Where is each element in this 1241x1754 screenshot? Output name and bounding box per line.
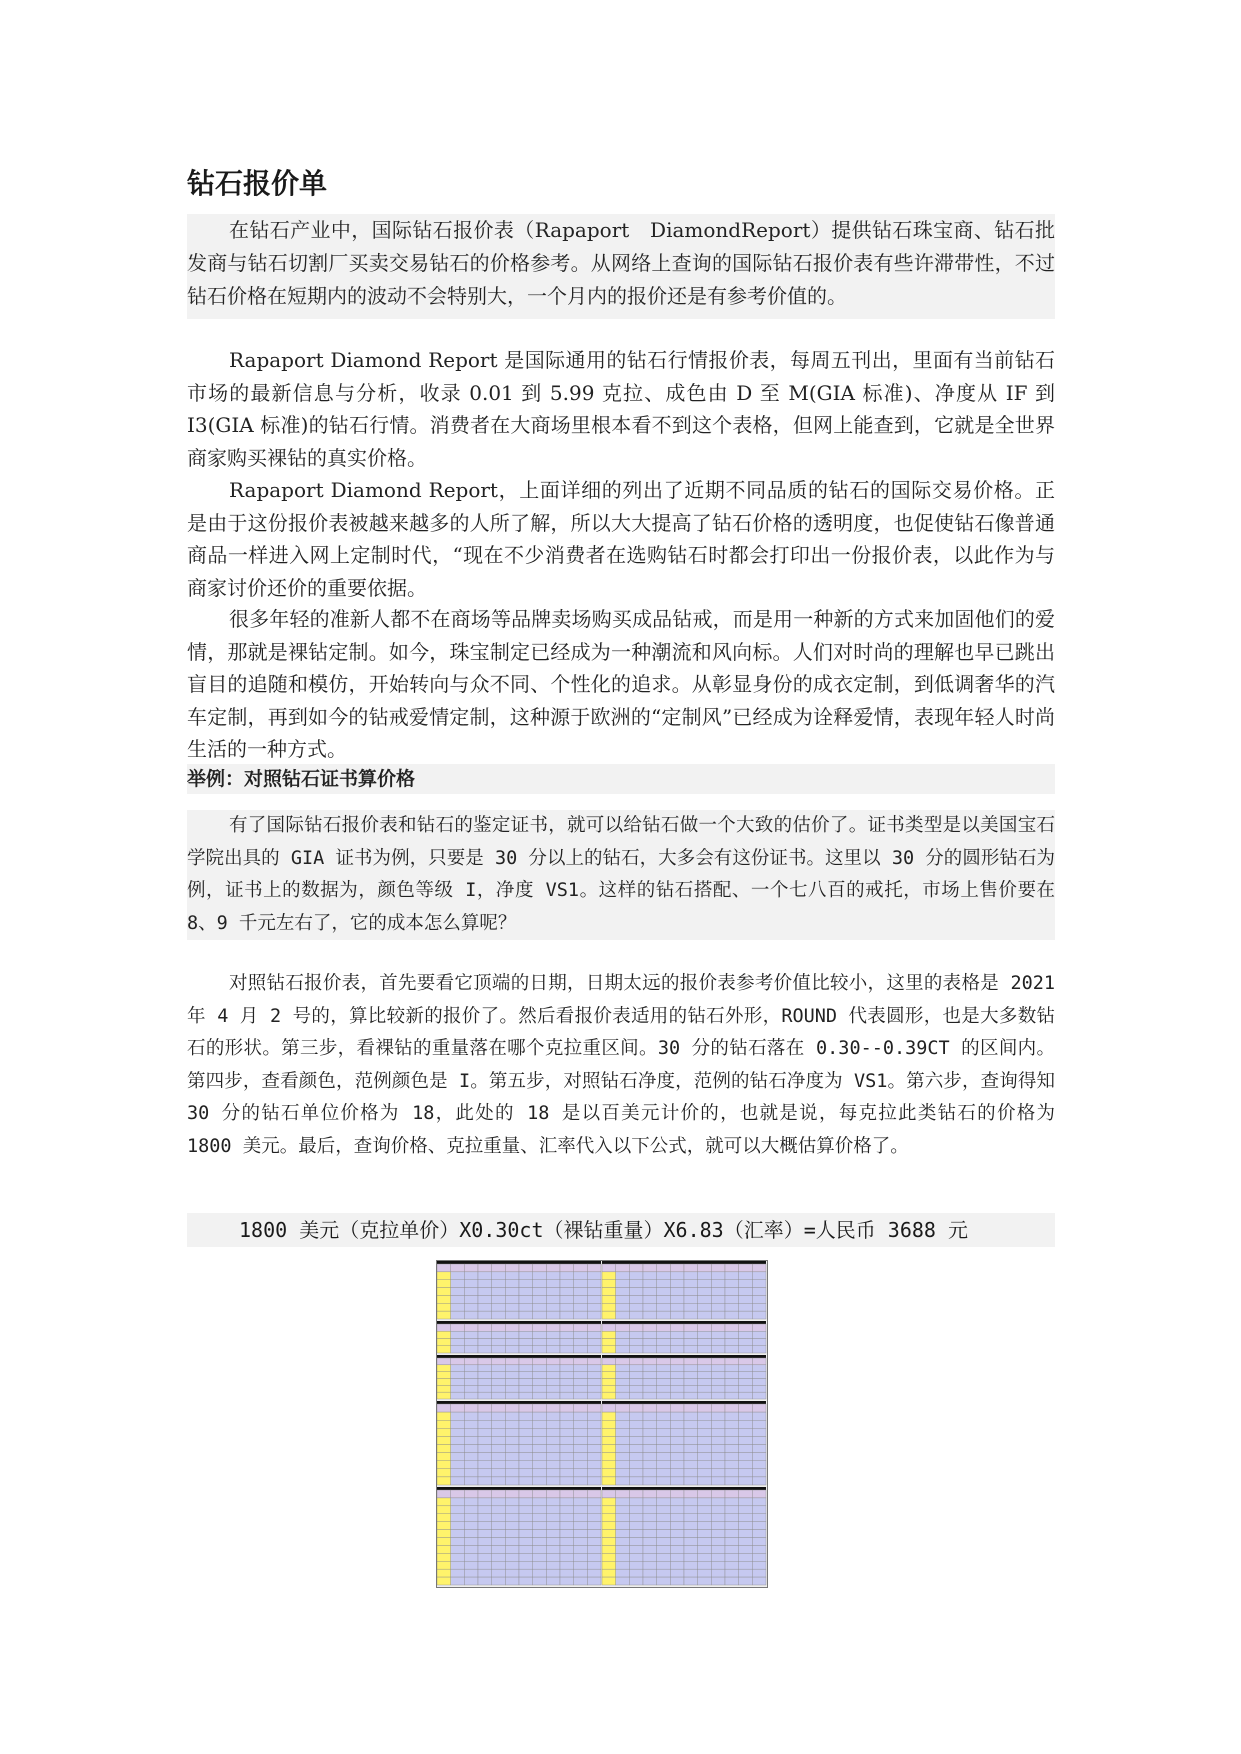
rapaport-description-paragraph: Rapaport Diamond Report 是国际通用的钻石行情报价表，每周五刊出，里面有当前钻石市场的最新信息与分析，收录 0.01 到 5.99 克拉、成色由 D 至 M(GIA 标准)、净度从 IF 到 I3(GIA 标准)的钻石行情。消费者在大商场里根本看不到这个表格，但网上能查到，它就是全世界商家购买裸钻的真实价格。 (187, 348, 1055, 470)
page-title: 钻石报价单 (187, 167, 328, 200)
example-heading: 举例：对照钻石证书算价格 (187, 764, 1055, 794)
rapaport-transparency-paragraph: Rapaport Diamond Report，上面详细的列出了近期不同品质的钻石的国际交易价格。正是由于这份报价表被越来越多的人所了解，所以大大提高了钻石价格的透明度，也促使钻石像普通商品一样进入网上定制时代，“现在不少消费者在选购钻石时都会打印出一份报价表，以此作为与商家讨价还价的重要依据。 (187, 478, 1055, 600)
example-steps-paragraph: 对照钻石报价表，首先要看它顶端的日期，日期太远的报价表参考价值比较小，这里的表格是 2021 年 4 月 2 号的，算比较新的报价了。然后看报价表适用的钻石外形，ROUND 代表圆形，也是大多数钻石的形状。第三步，看裸钻的重量落在哪个克拉重区间。30 分的钻石落在 0.30--0.39CT 的区间内。第四步，查看颜色，范例颜色是 I。第五步，对照钻石净度，范例的钻石净度为 VS1。第六步，查询得知 30 分的钻石单位价格为 18，此处的 18 是以百美元计价的，也就是说，每克拉此类钻石的价格为 1800 美元。最后，查询价格、克拉重量、汇率代入以下公式，就可以大概估算价格了。 (187, 973, 1055, 1157)
price-formula: 1800 美元（克拉单价）X0.30ct（裸钻重量）X6.83（汇率）=人民币 3688 元 (187, 1213, 1055, 1247)
example-certificate-paragraph: 有了国际钻石报价表和钻石的鉴定证书，就可以给钻石做一个大致的估价了。证书类型是以美国宝石学院出具的 GIA 证书为例，只要是 30 分以上的钻石，大多会有这份证书。这里以 30 分的圆形钻石为例，证书上的数据为，颜色等级 I，净度 VS1。这样的钻石搭配、一个七八百的戒托，市场上售价要在 8、9 千元左右了，它的成本怎么算呢？ (187, 810, 1055, 940)
rapaport-price-table-image (436, 1260, 768, 1588)
intro-paragraph: 在钻石产业中，国际钻石报价表（Rapaport DiamondReport）提供钻石珠宝商、钻石批发商与钻石切割厂买卖交易钻石的价格参考。从网络上查询的国际钻石报价表有些许滞带性，不过钻石价格在短期内的波动不会特别大，一个月内的报价还是有参考价值的。 (187, 214, 1055, 319)
price-table-graphic (437, 1261, 767, 1587)
customization-paragraph: 很多年轻的准新人都不在商场等品牌卖场购买成品钻戒，而是用一种新的方式来加固他们的爱情，那就是裸钻定制。如今，珠宝制定已经成为一种潮流和风向标。人们对时尚的理解也早已跳出盲目的追随和模仿，开始转向与众不同、个性化的追求。从彰显身份的成衣定制，到低调奢华的汽车定制，再到如今的钻戒爱情定制，这种源于欧洲的“定制风”已经成为诠释爱情，表现年轻人时尚生活的一种方式。 (187, 607, 1055, 761)
